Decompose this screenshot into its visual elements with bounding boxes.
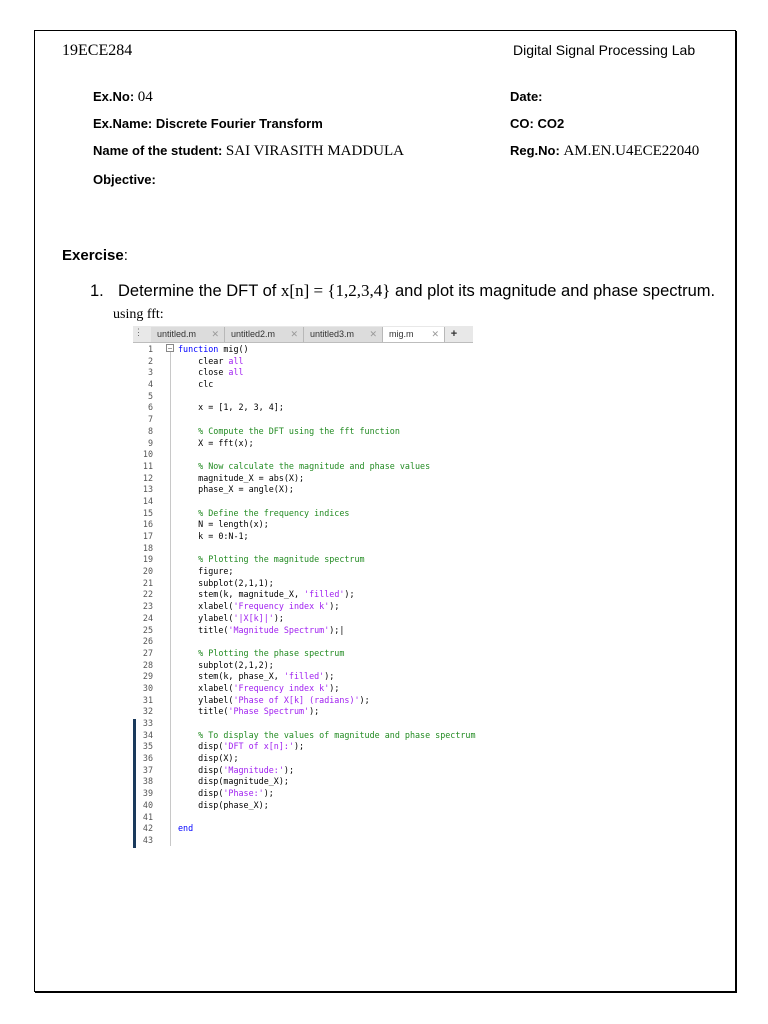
- date-label: Date:: [510, 89, 543, 104]
- line-number: 32: [142, 706, 153, 717]
- line-number: 11: [142, 460, 153, 471]
- code-line: [133, 776, 473, 788]
- line-number: 35: [142, 741, 153, 752]
- code-line: [133, 613, 473, 625]
- tab-label: untitled3.m: [310, 329, 355, 339]
- code-line: [133, 589, 473, 601]
- question-math: x[n] = {1,2,3,4}: [280, 281, 391, 300]
- code-text[interactable]: clear all: [178, 355, 244, 366]
- code-line: [133, 519, 473, 531]
- code-line: [133, 356, 473, 368]
- code-text[interactable]: phase_X = angle(X);: [178, 484, 294, 495]
- regno-row: [510, 143, 699, 160]
- line-number: 3: [147, 367, 153, 378]
- code-line: [133, 402, 473, 414]
- exno-row: [93, 89, 153, 106]
- code-line: [133, 601, 473, 613]
- line-number: 12: [142, 472, 153, 483]
- code-text[interactable]: % To display the values of magnitude and phase spectrum: [178, 729, 476, 740]
- code-text[interactable]: function mig(): [178, 344, 249, 354]
- code-text[interactable]: disp('Phase:');: [178, 788, 274, 799]
- line-number: 18: [142, 542, 153, 553]
- line-number: 10: [142, 449, 153, 460]
- student-name: SAI VIRASITH MADDULA: [225, 143, 404, 159]
- course-code: 19ECE284: [62, 42, 133, 59]
- code-line: [133, 391, 473, 403]
- code-line: [133, 367, 473, 379]
- code-text[interactable]: % Now calculate the magnitude and phase values: [178, 460, 431, 471]
- code-text[interactable]: % Plotting the phase spectrum: [178, 647, 345, 658]
- code-text[interactable]: x = [1, 2, 3, 4];: [178, 402, 284, 413]
- code-line: [133, 648, 473, 660]
- student-label: Name of the student:: [93, 143, 223, 158]
- code-text[interactable]: clc: [178, 379, 214, 390]
- code-line: [133, 729, 476, 742]
- line-number: 36: [142, 753, 153, 764]
- code-line: [133, 473, 473, 485]
- tab-label: untitled.m: [157, 329, 197, 339]
- tab-untitled2[interactable]: [225, 327, 304, 342]
- code-text[interactable]: end: [178, 823, 194, 834]
- code-line: [133, 414, 473, 426]
- code-text[interactable]: magnitude_X = abs(X);: [178, 472, 305, 483]
- code-line: [133, 765, 473, 777]
- tab-grip-icon: ⋮: [134, 327, 143, 337]
- lab-title: Digital Signal Processing Lab: [513, 42, 696, 58]
- code-line: [133, 438, 473, 450]
- line-number: 21: [142, 577, 153, 588]
- code-line: [133, 718, 473, 730]
- code-line: [133, 379, 473, 391]
- code-line: [133, 812, 473, 824]
- code-text[interactable]: stem(k, magnitude_X, 'filled');: [178, 589, 355, 600]
- line-number: 1: [147, 344, 153, 354]
- line-number: 33: [142, 718, 153, 728]
- code-text[interactable]: close all: [178, 367, 244, 378]
- tab-untitled[interactable]: [151, 327, 225, 342]
- code-line: [133, 788, 473, 800]
- line-number: 13: [142, 484, 153, 495]
- line-number: 4: [147, 379, 153, 390]
- code-line: [133, 578, 473, 590]
- fold-collapse-icon[interactable]: −: [167, 344, 173, 353]
- code-text[interactable]: xlabel('Frequency index k');: [178, 601, 340, 612]
- code-text[interactable]: figure;: [178, 566, 234, 577]
- exname-label: Ex.Name: Discrete Fourier Transform: [93, 116, 323, 131]
- objective-label: Objective:: [93, 172, 156, 187]
- question-text-start: Determine the DFT of: [118, 282, 281, 300]
- code-text[interactable]: N = length(x);: [178, 519, 269, 530]
- line-number: 2: [147, 355, 153, 366]
- code-text[interactable]: % Plotting the magnitude spectrum: [178, 554, 365, 565]
- line-number: 23: [142, 601, 153, 612]
- line-number: 8: [147, 425, 153, 436]
- tab-label: untitled2.m: [231, 329, 276, 339]
- code-line: [133, 625, 473, 637]
- close-icon[interactable]: ✕: [369, 329, 377, 339]
- line-number: 41: [142, 811, 153, 822]
- line-number: 38: [142, 776, 153, 787]
- line-number: 34: [142, 729, 153, 740]
- code-line: [133, 449, 473, 461]
- code-line: [133, 753, 473, 765]
- code-line: [133, 660, 473, 672]
- line-number: 42: [142, 823, 153, 834]
- code-text[interactable]: ylabel('|X[k]|');: [178, 612, 284, 623]
- code-line: [133, 706, 473, 718]
- code-line: [133, 636, 473, 648]
- code-text[interactable]: ylabel('Phase of X[k] (radians)');: [178, 694, 370, 705]
- code-text[interactable]: % Define the frequency indices: [178, 507, 350, 518]
- line-number: 30: [142, 682, 153, 693]
- tab-label: mig.m: [389, 329, 414, 339]
- code-line: [133, 554, 473, 566]
- tab-mig[interactable]: [383, 327, 445, 342]
- code-text[interactable]: disp(magnitude_X);: [178, 776, 289, 787]
- code-line: [133, 496, 473, 508]
- line-number: 9: [147, 437, 153, 448]
- line-number: 6: [147, 402, 153, 413]
- exno-label: Ex.No:: [93, 89, 135, 104]
- code-text[interactable]: title('Phase Spectrum');: [178, 706, 320, 717]
- code-line: [133, 566, 473, 578]
- close-icon[interactable]: ✕: [431, 329, 439, 339]
- code-text[interactable]: xlabel('Frequency index k');: [178, 682, 340, 693]
- question-text-end: and plot its magnitude and phase spectrum.: [390, 282, 716, 300]
- exercise-heading: Exercise:: [62, 247, 128, 264]
- code-text[interactable]: disp(phase_X);: [178, 799, 269, 810]
- code-text[interactable]: k = 0:N-1;: [178, 531, 249, 541]
- question-1: [90, 281, 715, 301]
- code-line: [133, 543, 473, 555]
- exercise-heading-text: Exercise: [62, 247, 124, 264]
- code-line: [133, 484, 473, 496]
- student-row: [93, 143, 404, 160]
- code-line: [133, 835, 473, 847]
- code-editor-screenshot: [133, 326, 476, 848]
- close-icon[interactable]: ✕: [290, 329, 298, 339]
- code-text[interactable]: subplot(2,1,2);: [178, 659, 274, 670]
- code-line: [133, 695, 473, 707]
- co-label: CO: CO2: [510, 116, 565, 131]
- using-fft-label: using fft:: [113, 307, 164, 322]
- line-number: 43: [142, 834, 153, 845]
- line-number: 39: [142, 788, 153, 799]
- code-text[interactable]: subplot(2,1,1);: [178, 577, 274, 588]
- line-number: 17: [142, 531, 153, 541]
- add-tab-button[interactable]: +: [450, 328, 458, 340]
- code-text[interactable]: disp('DFT of x[n]:');: [178, 741, 305, 752]
- code-line: [133, 823, 473, 835]
- line-number: 15: [142, 507, 153, 518]
- code-text[interactable]: disp('Magnitude:');: [178, 764, 294, 775]
- question-number: 1.: [90, 282, 104, 300]
- line-number: 37: [142, 764, 153, 775]
- tab-untitled3[interactable]: [304, 327, 383, 342]
- code-lines: [133, 344, 476, 847]
- line-number: 19: [142, 554, 153, 565]
- code-line: [133, 531, 473, 543]
- regno-value: AM.EN.U4ECE22040: [563, 143, 700, 159]
- line-number: 7: [147, 414, 153, 425]
- line-number: 28: [142, 659, 153, 670]
- code-text[interactable]: % Compute the DFT using the fft function: [178, 425, 400, 436]
- code-text[interactable]: title('Magnitude Spectrum');|: [178, 624, 345, 635]
- line-number: 31: [142, 694, 153, 705]
- line-number: 22: [142, 589, 153, 600]
- code-line: [133, 800, 473, 812]
- editor-tab-bar: [133, 326, 473, 343]
- line-number: 16: [142, 519, 153, 530]
- code-line: [133, 683, 473, 695]
- line-number: 5: [147, 390, 153, 401]
- line-number: 27: [142, 647, 153, 658]
- line-number: 25: [142, 624, 153, 635]
- code-line: [133, 426, 473, 438]
- code-text[interactable]: X = fft(x);: [178, 437, 254, 448]
- line-number: 26: [142, 636, 153, 647]
- close-icon[interactable]: ✕: [211, 329, 219, 339]
- code-line: [133, 671, 473, 683]
- code-line: [133, 741, 473, 753]
- exno-value: 04: [137, 89, 153, 105]
- code-text[interactable]: disp(X);: [178, 753, 239, 764]
- line-number: 14: [142, 495, 153, 506]
- regno-label: Reg.No:: [510, 143, 560, 158]
- line-number: 20: [142, 566, 153, 577]
- code-line: [133, 344, 473, 356]
- line-number: 40: [142, 799, 153, 810]
- code-line: [133, 508, 473, 520]
- line-number: 29: [142, 671, 153, 682]
- line-number: 24: [142, 612, 153, 623]
- code-line: [133, 461, 473, 473]
- code-text[interactable]: stem(k, phase_X, 'filled');: [178, 671, 335, 682]
